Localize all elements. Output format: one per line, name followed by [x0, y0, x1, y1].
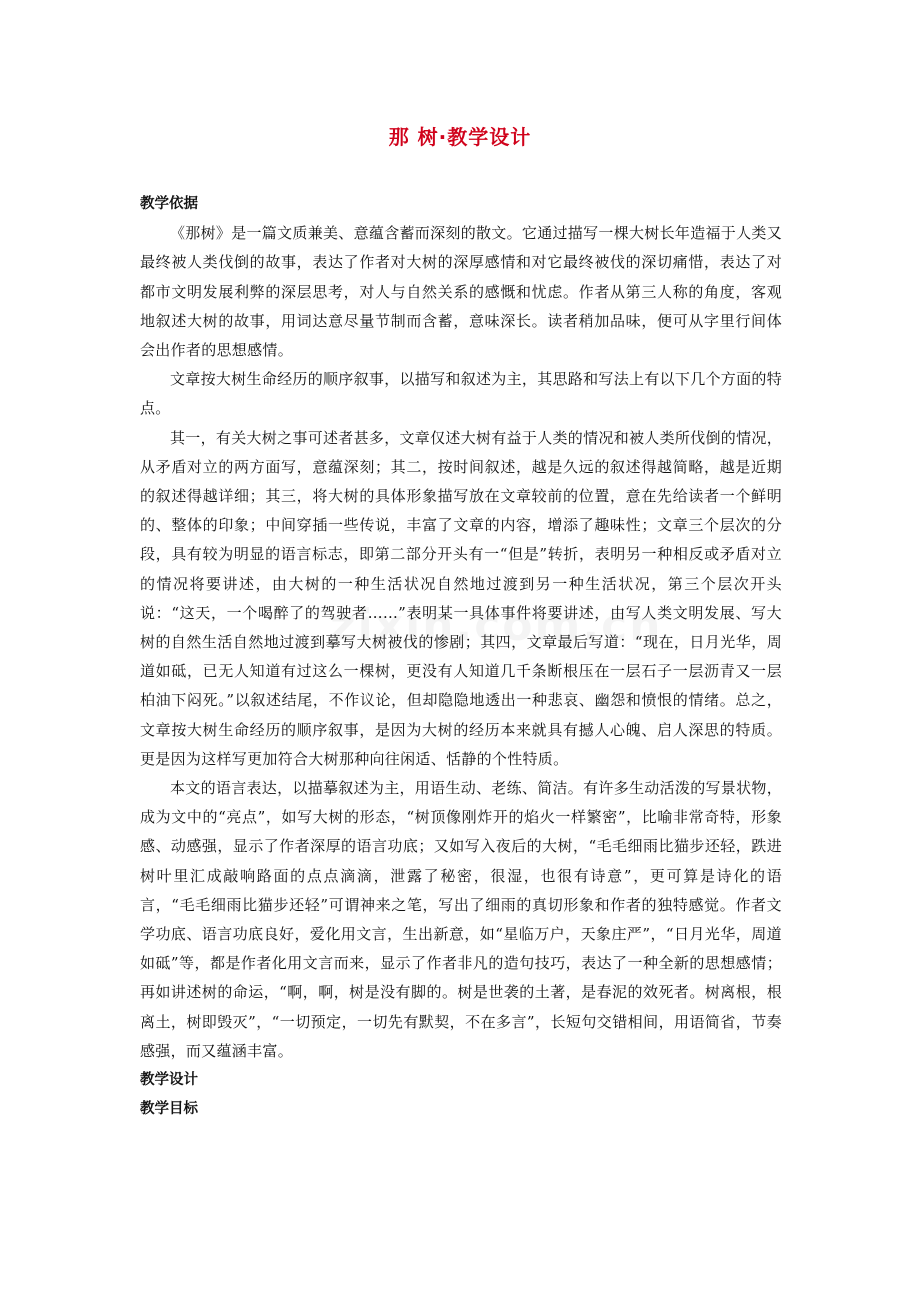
section-heading-basis: 教学依据: [140, 196, 198, 212]
section-heading-objectives: 教学目标: [140, 1101, 198, 1118]
paragraph: 《那树》是一篇文质兼美、意蕴含蓄而深刻的散文。它通过描写一棵大树长年造福于人类又最终被人类伐倒的故事，表达了作者对大树的深厚感情和对它最终被伐的深切痛惜，表达了对都市文明发展利弊的深层思考，对人与自然关系的感慨和忧虑。作者从第三人称的角度，客观地叙述大树的故事，用词达意尽量节制而含蓄，意味深长。读者稍加品味，便可从字里行间体会出作者的思想感情。: [140, 224, 783, 360]
document-body: [140, 190, 782, 1125]
paragraph: 本文的语言表达，以描摹叙述为主，用语生动、老练、简洁。有许多生动活泼的写景状物，成为文中的“亮点”，如写大树的形态，“树顶像刚炸开的焰火一样繁密”，比喻非常奇特，形象感、动感强，显示了作者深厚的语言功底；又如写入夜后的大树，“毛毛细雨比猫步还轻，跌进树叶里汇成敲响路面的点点滴滴，泄露了秘密，很湿，也很有诗意”，更可算是诗化的语言，“毛毛细雨比猫步还轻”可谓神来之笔，写出了细雨的真切形象和作者的独特感觉。作者文学功底、语言功底良好，爱化用文言，生出新意，如“星临万户，天象庄严”，“日月光华，周道如砥”等，都是作者化用文言而来，显示了作者非凡的造句技巧，表达了一种全新的思想感情；再如讲述树的命运，“啊，啊，树是没有脚的。树是世袭的土著，是春泥的效死者。树离根，根离土，树即毁灭”，“一切预定，一切先有默契，不在多言”，长短句交错相间，用语简省，节奏感强，而又蕴涵丰富。: [140, 779, 783, 1060]
paragraph: 其一，有关大树之事可述者甚多，文章仅述大树有益于人类的情况和被人类所伐倒的情况，从矛盾对立的两方面写，意蕴深刻；其二，按时间叙述，越是久远的叙述得越简略，越是近期的叙述得越详细；其三，将大树的具体形象描写放在文章较前的位置，意在先给读者一个鲜明的、整体的印象；中间穿插一些传说，丰富了文章的内容，增添了趣味性；文章三个层次的分段，具有较为明显的语言标志，即第二部分开头有一“但是”转折，表明另一种相反或矛盾对立的情况将要讲述，由大树的一种生活状况自然地过渡到另一种生活状况，第三个层次开头说：“这天，一个喝醉了的驾驶者……”表明某一具体事件将要讲述，由写人类文明发展、写大树的自然生活自然地过渡到摹写大树被伐的惨剧；其四，文章最后写道：“现在，日月光华，周道如砥，已无人知道有过这么一棵树，更没有人知道几千条断根压在一层石子一层沥青又一层柏油下闷死。”以叙述结尾，不作议论，但却隐隐地透出一种悲哀、幽怨和愤恨的情绪。总之，文章按大树生命经历的顺序叙事，是因为大树的经历本来就具有撼人心魄、启人深思的特质。更是因为这样写更加符合大树那种向往闲适、恬静的个性特质。: [140, 428, 783, 768]
page-title: 那 树·教学设计: [388, 125, 532, 149]
section-heading-design: 教学设计: [140, 1072, 198, 1089]
paragraph: 文章按大树生命经历的顺序叙事，以描写和叙述为主，其思路和写法上有以下几个方面的特点。: [140, 370, 783, 418]
